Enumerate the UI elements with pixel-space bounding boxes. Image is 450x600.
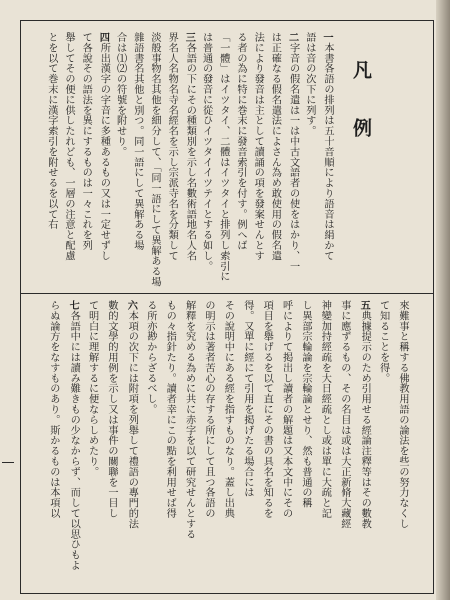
column-text: 各語の下にその種類別を示し名數術語地名人名 (184, 42, 196, 261)
text-column (395, 300, 410, 586)
column-text: 神變加持經疏を大日經疏とし或は單に大疏と記 (319, 300, 331, 519)
column-text: 界名人名物名寺名經名を示し宗派寺名を分類して (166, 32, 178, 261)
text-column (376, 300, 391, 586)
column-text: 呼によりて掲出し讀者の解題は又本文中にその (280, 300, 292, 519)
column-text: 字音の假名遣は一は中古文語者の使をはかり、一 (287, 42, 299, 272)
page-title: 凡 例 (350, 60, 372, 147)
text-column (65, 300, 81, 586)
section-divider (20, 293, 434, 294)
text-column (337, 300, 352, 586)
text-column (113, 32, 128, 288)
column-text: は普通の發音に從ひイツタイイツテイとする如し。 (200, 32, 212, 272)
column-text: は正確なる假名遣法によさん為め敢使用の假名遣 (269, 32, 281, 261)
text-column (216, 32, 231, 288)
column-text: 「一體」はイツタイ、二體はイツタイと排列し索引に (217, 32, 229, 282)
item-number: 七 (67, 300, 80, 311)
text-column (233, 32, 248, 288)
column-text: 雜語書名其他と別つ。同一語にして異解ある場 (131, 32, 143, 251)
text-column (181, 32, 197, 288)
item-number: 五 (358, 300, 371, 311)
text-column (319, 32, 335, 288)
text-column (95, 32, 111, 288)
column-text: 各語中には讀み難きもの少なからず、而して以思ひもよ (68, 310, 80, 571)
text-column (250, 32, 265, 288)
column-text: の明示は著者苦心の存する所にして且つ各語の (203, 300, 214, 519)
column-text: 語は音の次下に列す。 (303, 32, 315, 136)
text-column (143, 300, 158, 586)
column-text: て知ることを得。 (377, 300, 389, 384)
text-column (199, 32, 214, 288)
column-text: その說明中にある經を指すものなり。蓋し出典 (222, 300, 234, 519)
text-column (130, 32, 145, 288)
text-column (182, 300, 197, 586)
text-column (164, 32, 179, 288)
column-text: 得。又單に經にて引用を掲げたる場合には (241, 300, 253, 498)
text-column (61, 32, 76, 288)
item-number: 六 (125, 300, 138, 311)
text-column (78, 32, 93, 288)
item-number: 二 (286, 32, 299, 43)
column-text: 淡般事物名其他を細分して、「同一語にして異解ある場 (149, 32, 160, 287)
text-column (356, 300, 372, 586)
column-text: 法により發音は主として讀誦の項を發案せんとす (252, 32, 264, 261)
text-column (302, 32, 317, 288)
page-edge (436, 0, 450, 600)
text-column (85, 300, 100, 586)
text-column (317, 300, 332, 586)
text-column (240, 300, 255, 586)
text-column (104, 300, 119, 586)
column-text: 解釋を究める為めに共に赤字を以て研究せんとする (183, 300, 195, 540)
column-text: て各說その語法を異にするものは一々これを列 (80, 32, 92, 251)
text-column (298, 300, 313, 586)
column-text: とを以て巻末に漢字索引を附せるを以て右 (45, 32, 57, 230)
text-column (44, 32, 59, 288)
column-text: る所亦尠からざるべし。 (144, 300, 156, 415)
column-text: る者の為に特に巻末に發音索引を付す。例へば (235, 32, 246, 251)
column-text: 數的文學的用例を示し又は事件の關聯を一目し (106, 300, 117, 519)
item-number: 三 (183, 32, 196, 43)
column-text: 本書各語の排列は五十音順により語音は絹かて (322, 42, 333, 261)
item-number: 四 (97, 32, 110, 43)
column-text: 舉してその便に供したれども、一層の注意と配慮 (63, 32, 74, 261)
text-column (220, 300, 235, 586)
text-column (259, 300, 274, 586)
text-column (285, 32, 301, 288)
text-column (279, 300, 294, 586)
margin-mark (2, 462, 14, 463)
column-text: 事に應ずるもの、その名目は或は大正新脩大藏經 (338, 300, 350, 529)
text-column (147, 32, 162, 288)
column-text: もの々指針たり。讀者幸にこの點を利用せば得 (164, 300, 176, 519)
item-number: 一 (321, 32, 333, 43)
text-column (162, 300, 177, 586)
column-text: し異部宗輪論を宗輪論とせり、然も普通の稱 (300, 300, 311, 508)
text-column (201, 300, 216, 586)
column-text: て明白に理解するに便ならしめたり。 (86, 300, 98, 477)
column-text: らぬ論方をなすものあり。斯かるものは本項以 (47, 300, 59, 519)
text-column (46, 300, 61, 586)
column-text: 所出漢字の字音に多種あるもの又は一定せずし (98, 42, 110, 261)
column-text: 合は⑴⑵の符號を附せり。 (114, 32, 126, 157)
column-text: 項目を舉げるを以て直にその書の具名を知るを (261, 300, 273, 519)
column-text: 本項の次下には附項を列舉して禮語の專門的法 (126, 310, 138, 529)
column-text: 來難事と稱する佛教用語の論法を些の努力なくし (397, 300, 408, 529)
text-column (123, 300, 139, 586)
column-text: 典據提示のため引用せる經論注釋等はその數教 (359, 310, 371, 529)
text-column (267, 32, 282, 288)
